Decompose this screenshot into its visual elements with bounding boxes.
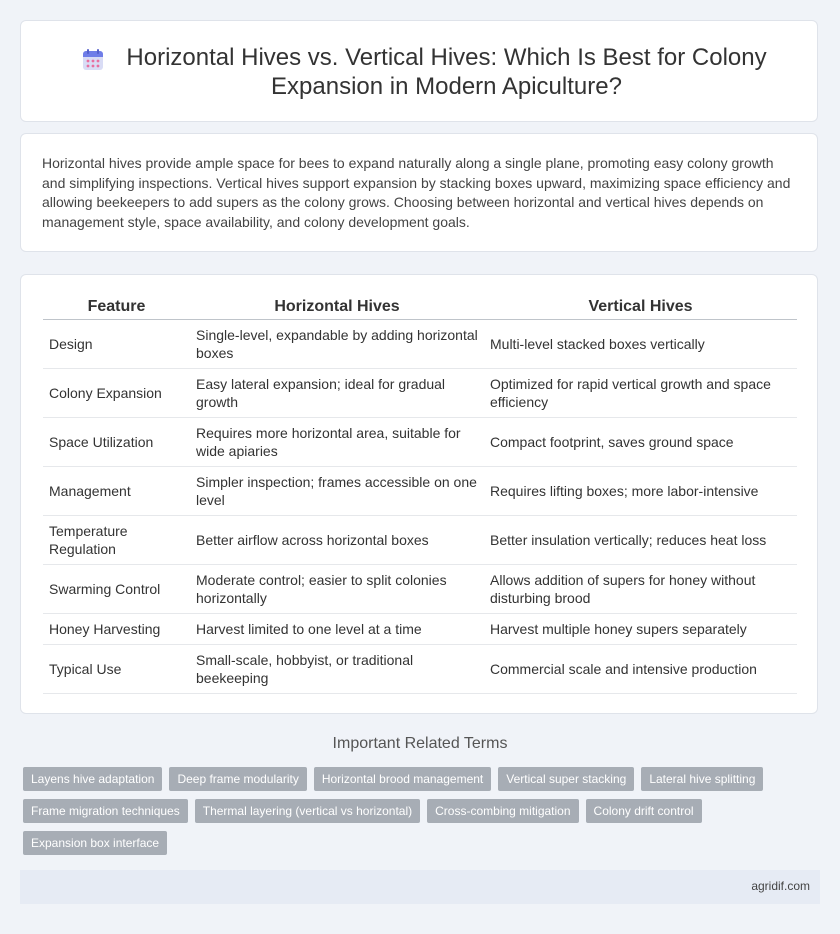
- cell-feature: Space Utilization: [43, 418, 190, 467]
- related-term-tag[interactable]: Cross-combing mitigation: [427, 799, 578, 823]
- related-terms-list: [23, 767, 803, 855]
- related-term-tag[interactable]: Layens hive adaptation: [23, 767, 162, 791]
- cell-feature: Design: [43, 320, 190, 369]
- related-term-tag[interactable]: Lateral hive splitting: [641, 767, 763, 791]
- table-row: [43, 320, 797, 369]
- cell-horizontal: Single-level, expandable by adding horizontal boxes: [190, 320, 484, 369]
- comparison-table-card: [20, 274, 818, 714]
- cell-horizontal: Better airflow across horizontal boxes: [190, 516, 484, 565]
- table-row: [43, 614, 797, 645]
- calendar-icon: [81, 48, 105, 72]
- cell-horizontal: Requires more horizontal area, suitable for wide apiaries: [190, 418, 484, 467]
- table-header-row: [43, 295, 797, 320]
- footer-site-link[interactable]: agridif.com: [751, 879, 810, 893]
- cell-feature: Swarming Control: [43, 565, 190, 614]
- table-row: [43, 565, 797, 614]
- related-term-tag[interactable]: Vertical super stacking: [498, 767, 634, 791]
- table-row: [43, 516, 797, 565]
- table-row: [43, 467, 797, 516]
- related-term-tag[interactable]: Horizontal brood management: [314, 767, 491, 791]
- cell-vertical: Optimized for rapid vertical growth and space efficiency: [484, 369, 797, 418]
- cell-vertical: Harvest multiple honey supers separately: [484, 614, 797, 645]
- cell-horizontal: Simpler inspection; frames accessible on one level: [190, 467, 484, 516]
- cell-vertical: Multi-level stacked boxes vertically: [484, 320, 797, 369]
- table-row: [43, 418, 797, 467]
- cell-feature: Management: [43, 467, 190, 516]
- related-term-tag[interactable]: Expansion box interface: [23, 831, 167, 855]
- table-row: [43, 645, 797, 694]
- cell-horizontal: Easy lateral expansion; ideal for gradual growth: [190, 369, 484, 418]
- cell-vertical: Requires lifting boxes; more labor-intensive: [484, 467, 797, 516]
- cell-vertical: Better insulation vertically; reduces heat loss: [484, 516, 797, 565]
- table-row: [43, 369, 797, 418]
- cell-feature: Temperature Regulation: [43, 516, 190, 565]
- cell-feature: Colony Expansion: [43, 369, 190, 418]
- cell-vertical: Commercial scale and intensive production: [484, 645, 797, 694]
- header-vertical: Vertical Hives: [484, 295, 797, 320]
- cell-horizontal: Harvest limited to one level at a time: [190, 614, 484, 645]
- related-term-tag[interactable]: Thermal layering (vertical vs horizontal): [195, 799, 420, 823]
- related-terms-heading: Important Related Terms: [332, 735, 508, 752]
- page-title: Horizontal Hives vs. Vertical Hives: Which Is Best for Colony Expansion in Modern Apiculture?: [126, 44, 767, 100]
- header-feature: Feature: [43, 295, 190, 320]
- cell-vertical: Compact footprint, saves ground space: [484, 418, 797, 467]
- cell-feature: Honey Harvesting: [43, 614, 190, 645]
- intro-card: [20, 133, 818, 252]
- intro-paragraph: Horizontal hives provide ample space for bees to expand naturally along a single plane, promoting easy colony growth and simplifying inspections. Vertical hives support expansion by stacking boxes upward, maximizing space efficiency and allowing beekeepers to add supers as the colony grows. Choosing between horizontal and vertical hives depends on management style, space availability, and colony development goals.: [42, 155, 791, 230]
- cell-horizontal: Moderate control; easier to split colonies horizontally: [190, 565, 484, 614]
- header-horizontal: Horizontal Hives: [190, 295, 484, 320]
- related-term-tag[interactable]: Colony drift control: [586, 799, 702, 823]
- comparison-table: [43, 295, 797, 694]
- cell-horizontal: Small-scale, hobbyist, or traditional beekeeping: [190, 645, 484, 694]
- footer: [20, 870, 820, 904]
- cell-feature: Typical Use: [43, 645, 190, 694]
- title-card: [20, 20, 818, 122]
- cell-vertical: Allows addition of supers for honey without disturbing brood: [484, 565, 797, 614]
- related-term-tag[interactable]: Deep frame modularity: [169, 767, 306, 791]
- related-term-tag[interactable]: Frame migration techniques: [23, 799, 188, 823]
